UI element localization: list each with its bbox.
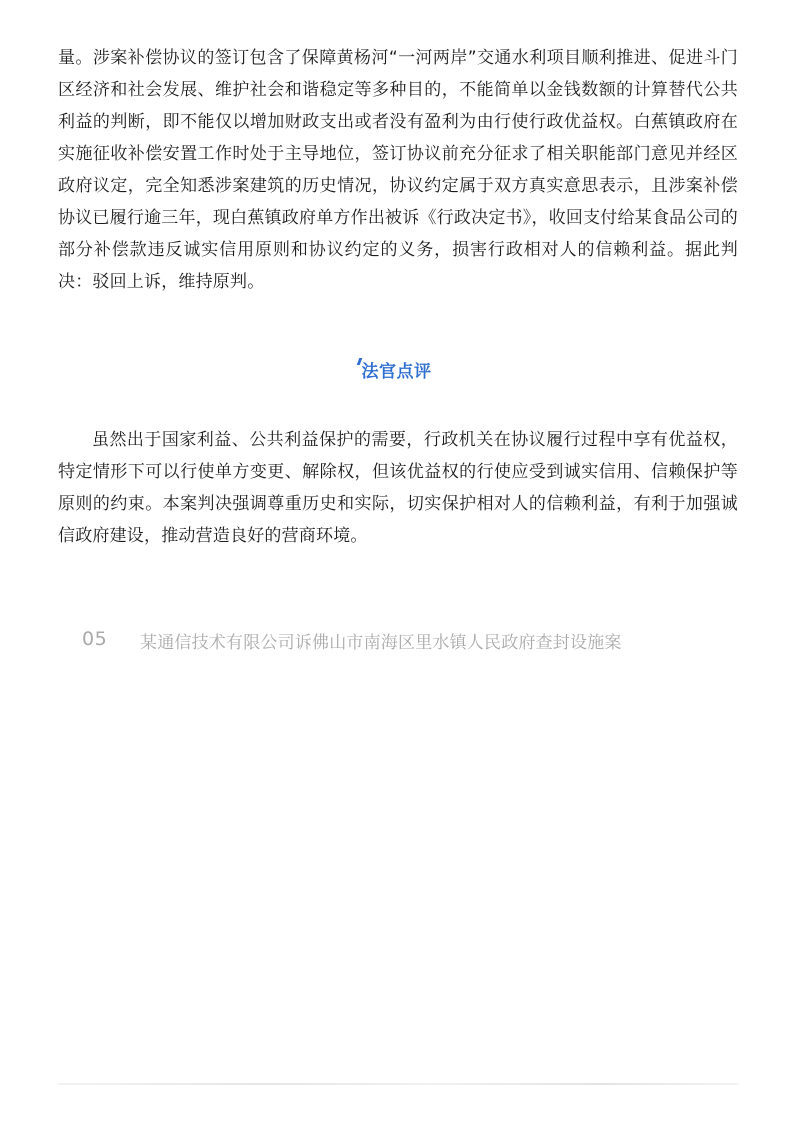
judge-comment-paragraph: 虽然出于国家利益、公共利益保护的需要，行政机关在协议履行过程中享有优益权，特定情形下可以行使单方变更、解除权，但该优益权的行使应受到诚实信用、信赖保护等原则的约束。本案判决强调尊重历史和实际，切实保护相对人的信赖利益，有利于加强诚信政府建设，推动营造良好的营商环境。 [58,430,738,546]
judge-comment-heading [0,360,793,384]
next-case-header [82,626,742,656]
section-heading-text: 法官点评 [361,362,432,382]
case-number: 05 [82,628,108,650]
footer-divider [58,1083,738,1085]
judgment-paragraph: 量。涉案补偿协议的签订包含了保障黄杨河“一河两岸”交通水利项目顺利推进、促进斗门区经济和社会发展、维护社会和谐稳定等多种目的，不能简单以金钱数额的计算替代公共利益的判断，即不能仅以增加财政支出或者没有盈利为由行使行政优益权。白蕉镇政府在实施征收补偿安置工作时处于主导地位，签订协议前充分征求了相关职能部门意见并经区政府议定，完全知悉涉案建筑的历史情况，协议约定属于双方真实意思表示，且涉案补偿协议已履行逾三年，现白蕉镇政府单方作出被诉《行政决定书》，收回支付给某食品公司的部分补偿款违反诚实信用原则和协议约定的义务，损害行政相对人的信赖利益。据此判决：驳回上诉，维持原判。 [58,48,738,292]
case-title: 某通信技术有限公司诉佛山市南海区里水镇人民政府查封设施案 [140,633,622,653]
